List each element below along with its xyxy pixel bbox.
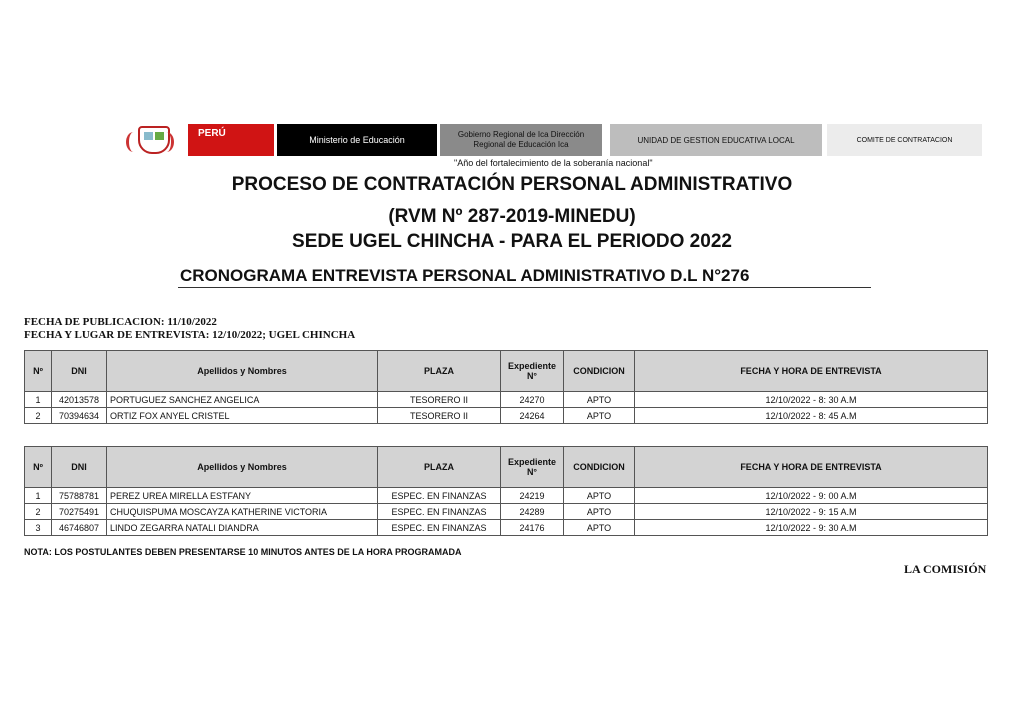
title-sede: SEDE UGEL CHINCHA - PARA EL PERIODO 2022 <box>292 231 732 252</box>
title-main: PROCESO DE CONTRATACIÓN PERSONAL ADMINISTRATIVO <box>231 174 793 195</box>
cell-plaza: TESORERO II <box>378 408 501 424</box>
banner-ministerio: Ministerio de Educación <box>277 124 437 156</box>
col-n: Nº <box>25 447 52 488</box>
cell-fecha: 12/10/2022 - 8: 30 A.M <box>635 392 988 408</box>
cell-nombre: PEREZ UREA MIRELLA ESTFANY <box>107 488 378 504</box>
table-header-row <box>25 447 988 488</box>
banner-comite: COMITE DE CONTRATACION <box>827 124 982 156</box>
col-condicion: CONDICION <box>564 447 635 488</box>
col-nombres: Apellidos y Nombres <box>107 447 378 488</box>
cell-nombre: ORTIZ FOX ANYEL CRISTEL <box>107 408 378 424</box>
cell-dni: 70394634 <box>52 408 107 424</box>
note: NOTA: LOS POSTULANTES DEBEN PRESENTARSE 10 MINUTOS ANTES DE LA HORA PROGRAMADA <box>24 547 462 557</box>
banner-ugel: UNIDAD DE GESTION EDUCATIVA LOCAL <box>610 124 822 156</box>
banner-peru: PERÚ <box>188 124 274 156</box>
cell-n: 2 <box>25 408 52 424</box>
cell-cond: APTO <box>564 392 635 408</box>
col-fecha: FECHA Y HORA DE ENTREVISTA <box>635 351 988 392</box>
cell-dni: 42013578 <box>52 392 107 408</box>
table-row <box>25 520 988 536</box>
cell-nombre: PORTUGUEZ SANCHEZ ANGELICA <box>107 392 378 408</box>
schedule-table-finanzas <box>24 446 988 536</box>
peru-coat-of-arms-icon <box>124 124 188 156</box>
cell-dni: 75788781 <box>52 488 107 504</box>
table-header-row <box>25 351 988 392</box>
schedule-table-tesorero <box>24 350 988 424</box>
cell-plaza: TESORERO II <box>378 392 501 408</box>
col-n: Nº <box>25 351 52 392</box>
col-expediente-l2: N° <box>526 371 538 381</box>
cell-exp: 24264 <box>501 408 564 424</box>
cell-n: 2 <box>25 504 52 520</box>
cell-exp: 24219 <box>501 488 564 504</box>
header-banner <box>124 124 1009 156</box>
cell-exp: 24176 <box>501 520 564 536</box>
col-dni: DNI <box>52 351 107 392</box>
col-plaza: PLAZA <box>378 447 501 488</box>
cell-n: 3 <box>25 520 52 536</box>
col-condicion: CONDICION <box>564 351 635 392</box>
publication-date: FECHA DE PUBLICACION: 11/10/2022 <box>24 316 217 328</box>
cell-cond: APTO <box>564 520 635 536</box>
col-nombres: Apellidos y Nombres <box>107 351 378 392</box>
cell-dni: 70275491 <box>52 504 107 520</box>
col-fecha: FECHA Y HORA DE ENTREVISTA <box>635 447 988 488</box>
banner-gobierno-line1: Gobierno Regional de Ica Dirección <box>457 130 585 139</box>
col-expediente-l1: Expediente <box>507 361 556 371</box>
table-row <box>25 408 988 424</box>
cell-fecha: 12/10/2022 - 8: 45 A.M <box>635 408 988 424</box>
table-row <box>25 504 988 520</box>
signature-comision: LA COMISIÓN <box>904 562 987 576</box>
title-rvm: (RVM Nº 287-2019-MINEDU) <box>388 206 636 227</box>
banner-gobierno-line2: Regional de Educación Ica <box>473 140 569 149</box>
cell-cond: APTO <box>564 408 635 424</box>
cell-cond: APTO <box>564 488 635 504</box>
interview-date-place: FECHA Y LUGAR DE ENTREVISTA: 12/10/2022; UGEL CHINCHA <box>24 329 356 341</box>
cell-cond: APTO <box>564 504 635 520</box>
table-row <box>25 488 988 504</box>
title-underline <box>178 287 871 288</box>
cell-plaza: ESPEC. EN FINANZAS <box>378 488 501 504</box>
cell-plaza: ESPEC. EN FINANZAS <box>378 504 501 520</box>
cell-nombre: LINDO ZEGARRA NATALI DIANDRA <box>107 520 378 536</box>
col-expediente <box>501 447 564 488</box>
cell-plaza: ESPEC. EN FINANZAS <box>378 520 501 536</box>
cell-fecha: 12/10/2022 - 9: 00 A.M <box>635 488 988 504</box>
col-expediente-l2: N° <box>526 467 538 477</box>
cell-n: 1 <box>25 488 52 504</box>
cell-exp: 24270 <box>501 392 564 408</box>
banner-gobierno-regional <box>440 124 602 156</box>
table-row <box>25 392 988 408</box>
cell-exp: 24289 <box>501 504 564 520</box>
cell-dni: 46746807 <box>52 520 107 536</box>
title-cronograma: CRONOGRAMA ENTREVISTA PERSONAL ADMINISTRATIVO D.L N°276 <box>180 266 750 285</box>
col-dni: DNI <box>52 447 107 488</box>
col-expediente <box>501 351 564 392</box>
motto: "Año del fortalecimiento de la soberanía nacional" <box>454 158 653 168</box>
cell-fecha: 12/10/2022 - 9: 15 A.M <box>635 504 988 520</box>
cell-n: 1 <box>25 392 52 408</box>
col-plaza: PLAZA <box>378 351 501 392</box>
cell-nombre: CHUQUISPUMA MOSCAYZA KATHERINE VICTORIA <box>107 504 378 520</box>
col-expediente-l1: Expediente <box>507 457 556 467</box>
cell-fecha: 12/10/2022 - 9: 30 A.M <box>635 520 988 536</box>
